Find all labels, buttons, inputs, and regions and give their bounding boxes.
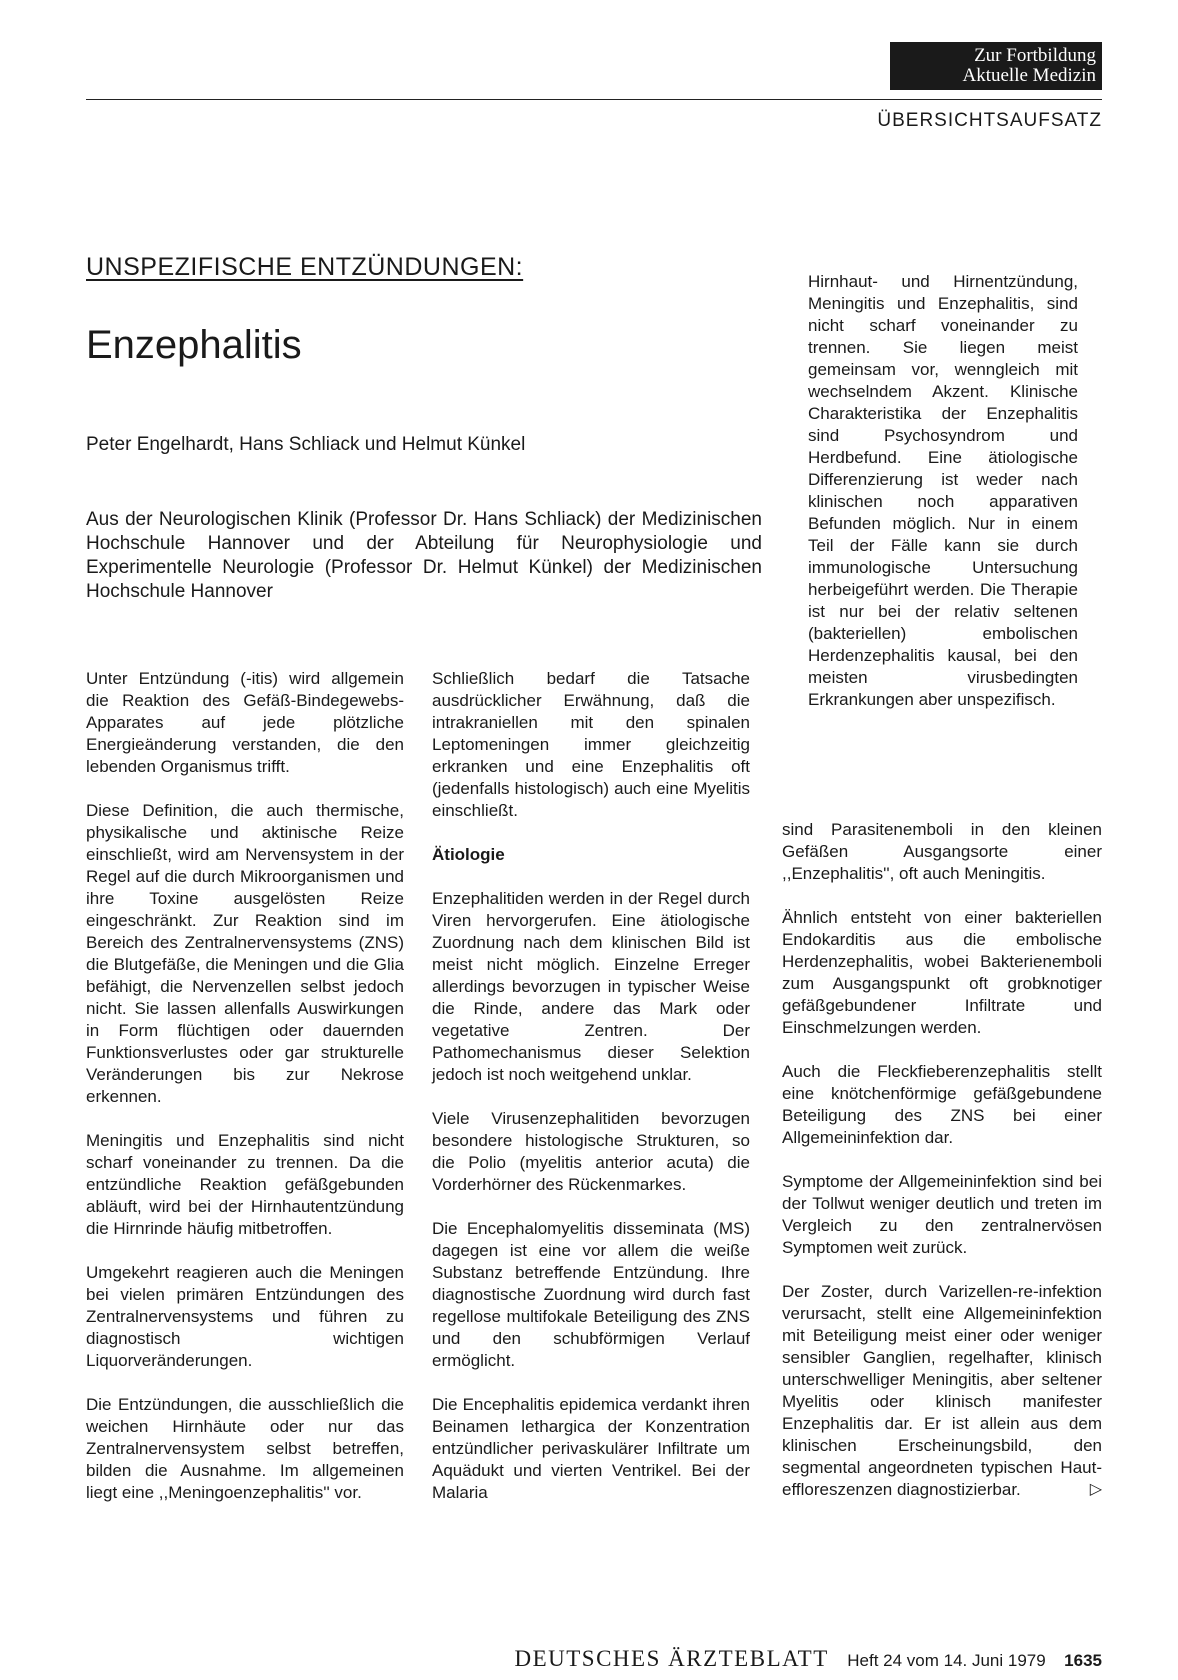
continue-arrow-icon: ▷ xyxy=(1089,1481,1102,1498)
abstract-text: Hirnhaut- und Hirnentzündung, Meningitis und Enzephalitis, sind nicht scharf voneinander zu trennen. Sie liegen meist gemeinsam vor, wenngleich mit wechselndem Akzent. Klinische Charakteristika der Enzephalitis sind Psychosyndrom und Herdbefund. Eine ätiologische Differenzierung ist weder nach klinischen noch apparativen Befunden möglich. Nur in einem Teil der Fälle kann sie durch immunologische Untersuchung herbeigeführt werden. Die Therapie ist nur bei der relativ seltenen (bakteriellen) embolischen Herdenzephalitis kausal, bei den meisten virusbedingten Erkrankungen aber unspezifisch. xyxy=(808,272,1078,709)
paragraph xyxy=(782,1281,1102,1501)
journal-name: DEUTSCHES ÄRZTEBLATT xyxy=(514,1646,829,1671)
column-1 xyxy=(86,668,404,1526)
issue-info: Heft 24 vom 14. Juni 1979 xyxy=(847,1651,1046,1670)
header-rule xyxy=(86,99,1102,100)
column-2 xyxy=(432,668,750,1526)
article-kicker: UNSPEZIFISCHE ENTZÜNDUNGEN: xyxy=(86,253,524,281)
paragraph: Die Encephalitis epidemica verdankt ihren Beinamen lethargica der Konzentration entzündlicher perivaskulärer Infiltrate um Aquädukt und vierten Ventrikel. Bei der Malaria xyxy=(432,1395,750,1502)
paragraph: Ähnlich entsteht von einer bakteriellen Endokarditis aus die embolische Herdenzephalitis, wobei Bakterienemboli zum Ausgangspunkt oft grobknotiger gefäßgebundener Infiltrate und Einschmelzungen werden. xyxy=(782,908,1102,1037)
rubric-line-2: Aktuelle Medizin xyxy=(962,65,1096,86)
section-label: ÜBERSICHTSAUFSATZ xyxy=(877,110,1102,131)
paragraph: Viele Virusenzephalitiden bevorzugen besondere histologische Strukturen, so die Polio (myelitis anterior acuta) die Vorderhörner des Rückenmarkes. xyxy=(432,1109,750,1194)
paragraph: Unter Entzündung (-itis) wird allgemein die Reaktion des Gefäß-Bindegewebs-Apparates auf jede plötzliche Energieänderung verstanden, die den lebenden Organismus trifft. xyxy=(86,669,404,776)
paragraph: Die Entzündungen, die ausschließlich die weichen Hirnhäute oder nur das Zentralnervensystem selbst betreffen, bilden die Ausnahme. Im allgemeinen liegt eine ,,Meningoenzephalitis'' vor. xyxy=(86,1395,404,1502)
rubric-badge xyxy=(890,42,1102,90)
paragraph: Umgekehrt reagieren auch die Meningen bei vielen primären Entzündungen des Zentralnervensystems und führen zu diagnostisch wichtigen Liquorveränderungen. xyxy=(86,1263,404,1370)
paragraph: Auch die Fleckfieberenzephalitis stellt eine knötchenförmige gefäßgebundene Beteiligung des ZNS bei einer Allgemeininfektion dar. xyxy=(782,1062,1102,1147)
page-footer xyxy=(0,1646,1102,1672)
paragraph: Die Encephalomyelitis disseminata (MS) dagegen ist eine vor allem die weiße Substanz betreffende Entzündung. Ihre diagnostische Zuordnung wird durch fast regellose multifokale Beteiligung des ZNS und den schubförmigen Verlauf ermöglicht. xyxy=(432,1219,750,1370)
abstract xyxy=(808,271,1078,733)
rubric-line-1: Zur Fortbildung xyxy=(974,45,1096,66)
paragraph: Symptome der Allgemeininfektion sind bei der Tollwut weniger deutlich und treten im Vergleich zu den zentralnervösen Symptomen weit zurück. xyxy=(782,1172,1102,1257)
paragraph: Schließlich bedarf die Tatsache ausdrücklicher Erwähnung, daß die intrakraniellen mit den spinalen Leptomeningen immer gleichzeitig erkranken und eine Enzephalitis oft (jedenfalls histologisch) auch eine Myelitis einschließt. xyxy=(432,669,750,820)
column-3 xyxy=(782,819,1102,1523)
paragraph-text: Der Zoster, durch Varizellen-re-infektion verursacht, stellt eine Allgemeininfektion mit Beteiligung meist einer oder weniger sensibler Ganglien, regelhafter, klinisch unterschwelliger Meningitis, aber seltener Myelitis oder klinisch manifester Enzephalitis dar. Er ist allein aus dem klinischen Erscheinungsbild, den segmental angeordneten typischen Hauteffloreszenzen diagnostizierbar. xyxy=(782,1282,1102,1499)
paragraph: Enzephalitiden werden in der Regel durch Viren hervorgerufen. Eine ätiologische Zuordnung nach dem klinischen Bild ist meist nicht möglich. Einzelne Erreger allerdings bevorzugen in typischer Weise die Rinde, andere das Mark oder vegetative Zentren. Der Pathomechanismus dieser Selektion jedoch ist noch weitgehend unklar. xyxy=(432,889,750,1084)
section-heading-aetiologie: Ätiologie xyxy=(432,845,505,864)
article-affiliation: Aus der Neurologischen Klinik (Professor Dr. Hans Schliack) der Medizinischen Hochschule Hannover und der Abteilung für Neurophysiologie und Experimentelle Neurologie (Professor Dr. Helmut Künkel) der Medizinischen Hochschule Hannover xyxy=(86,509,762,602)
article-authors: Peter Engelhardt, Hans Schliack und Helmut Künkel xyxy=(86,434,526,455)
paragraph: sind Parasitenemboli in den kleinen Gefäßen Ausgangsorte einer ,,Enzephalitis'', oft auch Meningitis. xyxy=(782,820,1102,883)
paragraph: Meningitis und Enzephalitis sind nicht scharf voneinander zu trennen. Da die entzündliche Reaktion gefäßgebunden abläuft, wird bei der Hirnhautentzündung die Hirnrinde häufig mitbetroffen. xyxy=(86,1131,404,1238)
article-title: Enzephalitis xyxy=(86,323,302,367)
paragraph: Diese Definition, die auch thermische, physikalische und aktinische Reize einschließt, wird am Nervensystem in der Regel auf die durch Mikroorganismen und ihre Toxine ausgelösten Reize eingeschränkt. Zur Reaktion sind im Bereich des Zentralnervensystems (ZNS) die Blutgefäße, die Meningen und die Glia befähigt, die Nervenzellen selbst jedoch nicht. Sie lassen allenfalls Auswirkungen in Form flüchtigen oder dauernden Funktionsverlustes oder gar strukturelle Veränderungen bis zur Nekrose erkennen. xyxy=(86,801,404,1106)
page-number: 1635 xyxy=(1064,1651,1102,1670)
